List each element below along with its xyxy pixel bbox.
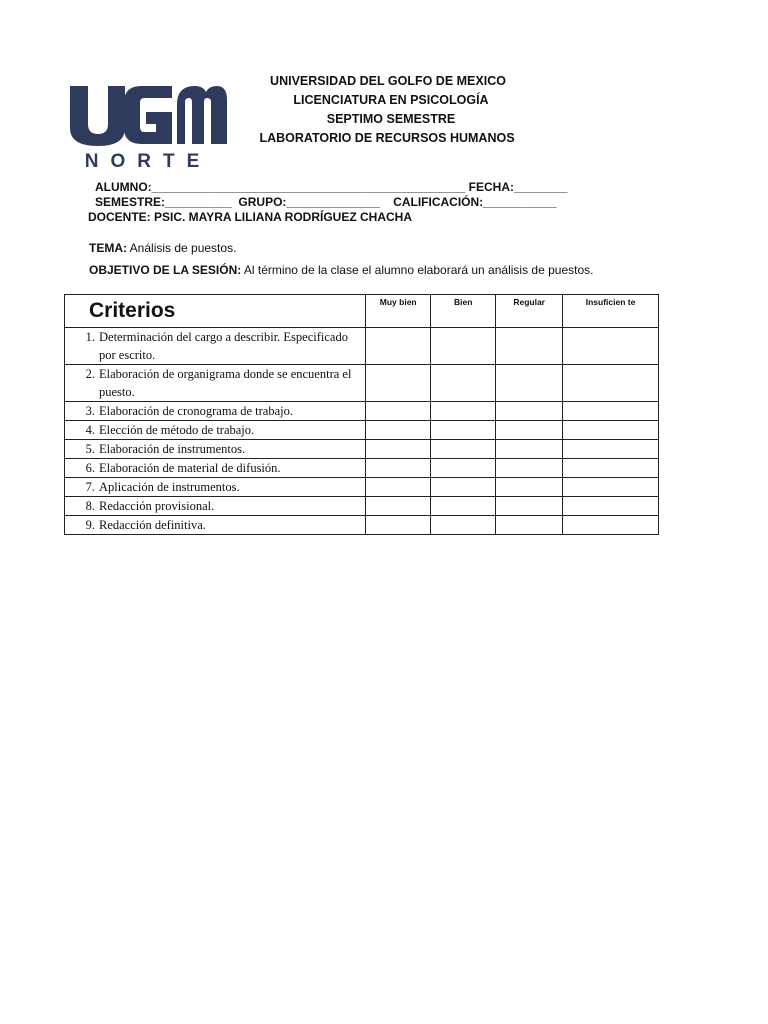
- rating-cell[interactable]: [563, 328, 659, 365]
- rating-cell[interactable]: [431, 516, 496, 535]
- table-row: [65, 365, 659, 402]
- rating-cell[interactable]: [563, 421, 659, 440]
- logo-letter-g: [124, 86, 172, 144]
- rating-cell[interactable]: [496, 402, 563, 421]
- table-row: [65, 402, 659, 421]
- criterion-text: Elaboración de organigrama donde se encuentra el puesto.: [99, 367, 352, 399]
- table-row: [65, 328, 659, 365]
- rating-cell[interactable]: [563, 478, 659, 497]
- table-row: [65, 440, 659, 459]
- table-header-row: [65, 295, 659, 328]
- rating-header-insuficiente: Insuficien te: [563, 295, 659, 328]
- program-name: LICENCIATURA EN PSICOLOGÍA: [293, 93, 489, 107]
- table-row: [65, 497, 659, 516]
- rating-cell[interactable]: [563, 402, 659, 421]
- rating-cell[interactable]: [366, 516, 431, 535]
- rating-cell[interactable]: [366, 497, 431, 516]
- table-row: [65, 516, 659, 535]
- course-name: LABORATORIO DE RECURSOS HUMANOS: [259, 131, 515, 145]
- criterion-cell: [65, 421, 366, 440]
- rating-cell[interactable]: [496, 459, 563, 478]
- rating-cell[interactable]: [496, 328, 563, 365]
- rating-cell[interactable]: [366, 328, 431, 365]
- semester-label: SEPTIMO SEMESTRE: [326, 112, 456, 126]
- criterion-text: Elaboración de material de difusión.: [99, 461, 281, 475]
- criterion-cell: [65, 478, 366, 497]
- rating-cell[interactable]: [563, 497, 659, 516]
- rating-cell[interactable]: [366, 478, 431, 497]
- rating-cell[interactable]: [431, 365, 496, 402]
- rating-cell[interactable]: [366, 440, 431, 459]
- criterion-text: Determinación del cargo a describir. Especificado por escrito.: [99, 330, 348, 362]
- rating-header-muy-bien: Muy bien: [366, 295, 431, 328]
- rating-cell[interactable]: [366, 459, 431, 478]
- rating-cell[interactable]: [563, 365, 659, 402]
- rating-cell[interactable]: [366, 365, 431, 402]
- alumno-fecha-row: ALUMNO:_______________________________________________ FECHA:________: [95, 180, 568, 194]
- rating-cell[interactable]: [563, 516, 659, 535]
- logo-letter-m: [177, 86, 227, 144]
- criterion-cell: [65, 365, 366, 402]
- criterion-text: Aplicación de instrumentos.: [99, 480, 240, 494]
- rating-cell[interactable]: [496, 365, 563, 402]
- rating-cell[interactable]: [496, 440, 563, 459]
- criterion-text: Redacción provisional.: [99, 499, 215, 513]
- rating-cell[interactable]: [431, 497, 496, 516]
- table-row: [65, 421, 659, 440]
- student-fields: [88, 180, 567, 225]
- rating-cell[interactable]: [496, 497, 563, 516]
- logo-letter-u: [70, 86, 125, 146]
- criterion-cell: [65, 328, 366, 365]
- criterion-number: 5.: [85, 442, 95, 456]
- criterion-number: 7.: [85, 480, 95, 494]
- rating-cell[interactable]: [431, 402, 496, 421]
- tema-value: Análisis de puestos.: [127, 241, 237, 255]
- rating-cell[interactable]: [366, 421, 431, 440]
- table-row: [65, 478, 659, 497]
- rating-cell[interactable]: [496, 478, 563, 497]
- objetivo-value: Al término de la clase el alumno elaborará un análisis de puestos.: [241, 263, 594, 277]
- criterion-cell: [65, 497, 366, 516]
- rating-cell[interactable]: [431, 421, 496, 440]
- criterion-cell: [65, 402, 366, 421]
- criterion-text: Elaboración de instrumentos.: [99, 442, 246, 456]
- rating-cell[interactable]: [563, 459, 659, 478]
- table-row: [65, 459, 659, 478]
- criterion-number: 1.: [85, 330, 95, 344]
- objetivo-label: OBJETIVO DE LA SESIÓN:: [89, 263, 242, 277]
- criterion-number: 8.: [85, 499, 95, 513]
- semestre-grupo-calificacion-row: SEMESTRE:__________ GRUPO:______________ CALIFICACIÓN:___________: [95, 195, 557, 209]
- criterion-text: Elección de método de trabajo.: [99, 423, 255, 437]
- rating-cell[interactable]: [496, 421, 563, 440]
- criterion-cell: [65, 516, 366, 535]
- rating-header-bien: Bien: [431, 295, 496, 328]
- rating-cell[interactable]: [431, 478, 496, 497]
- logo-norte-text: NORTE: [84, 151, 212, 170]
- criterion-number: 9.: [85, 518, 95, 532]
- criterion-text: Elaboración de cronograma de trabajo.: [99, 404, 294, 418]
- rating-header-regular: Regular: [496, 295, 563, 328]
- rating-cell[interactable]: [431, 459, 496, 478]
- document-header: [236, 72, 546, 148]
- criterios-header: Criterios: [65, 295, 366, 328]
- criterion-cell: [65, 459, 366, 478]
- criterion-number: 3.: [85, 404, 95, 418]
- tema-line: [89, 241, 236, 255]
- criterion-number: 4.: [85, 423, 95, 437]
- rating-cell[interactable]: [366, 402, 431, 421]
- criterion-number: 2.: [85, 367, 95, 381]
- rating-cell[interactable]: [431, 328, 496, 365]
- criterion-cell: [65, 440, 366, 459]
- rubric-table: [64, 294, 659, 535]
- rating-cell[interactable]: [496, 516, 563, 535]
- university-name: UNIVERSIDAD DEL GOLFO DE MEXICO: [270, 74, 506, 88]
- criterion-text: Redacción definitiva.: [99, 518, 206, 532]
- tema-label: TEMA:: [89, 241, 127, 255]
- objetivo-line: [89, 263, 593, 277]
- rating-cell[interactable]: [431, 440, 496, 459]
- criterion-number: 6.: [85, 461, 95, 475]
- rating-cell[interactable]: [563, 440, 659, 459]
- docente-row: DOCENTE: PSIC. MAYRA LILIANA RODRÍGUEZ CHACHA: [88, 210, 413, 224]
- university-logo: [64, 78, 230, 170]
